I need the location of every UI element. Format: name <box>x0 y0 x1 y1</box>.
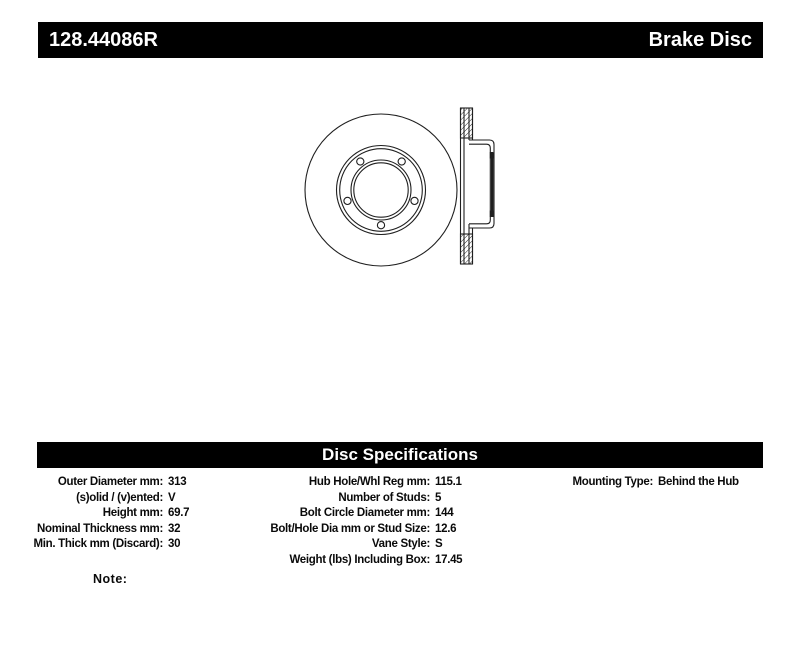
spec-section-title: Disc Specifications <box>322 445 478 464</box>
spec-value: Behind the Hub <box>658 476 739 488</box>
spec-column-2 <box>270 475 462 569</box>
stud-hole <box>411 197 418 204</box>
spec-row <box>270 522 462 538</box>
spec-value: 69.7 <box>168 507 190 520</box>
spec-label: Mounting Type: <box>572 476 653 488</box>
spec-row <box>270 475 462 491</box>
spec-label: Number of Studs: <box>338 491 430 504</box>
spec-column-3 <box>520 475 739 491</box>
spec-row <box>270 506 462 522</box>
spec-value: V <box>168 491 176 504</box>
spec-label: Height mm: <box>102 507 163 520</box>
side-cross-section <box>461 108 495 264</box>
front-view <box>305 114 457 266</box>
outer-diameter-circle <box>305 114 457 266</box>
register-step-top <box>490 152 494 159</box>
spec-value: 115.1 <box>435 476 462 488</box>
product-name: Brake Disc <box>648 28 752 51</box>
hub-hole-circle-inner <box>354 163 408 217</box>
spec-row <box>520 475 739 491</box>
spec-column-1 <box>20 475 189 553</box>
hat-profile-inner <box>469 144 490 224</box>
spec-value: 144 <box>435 507 454 520</box>
stud-hole <box>357 158 364 165</box>
spec-value: 32 <box>168 522 181 535</box>
stud-hole <box>344 197 351 204</box>
note-label: Note: <box>93 572 128 586</box>
spec-label: Nominal Thickness mm: <box>37 522 163 535</box>
register-step-bottom <box>490 211 494 218</box>
spec-label: Weight (lbs) Including Box: <box>289 553 430 566</box>
spec-value: 30 <box>168 538 181 551</box>
spec-row <box>270 491 462 507</box>
spec-label: Outer Diameter mm: <box>57 476 163 488</box>
stud-hole <box>377 222 384 229</box>
friction-ring-hatch-bottom <box>461 234 473 264</box>
spec-row <box>20 537 189 553</box>
spec-row <box>20 491 189 507</box>
spec-label: Vane Style: <box>371 538 430 551</box>
spec-label: (s)olid / (v)ented: <box>76 491 163 504</box>
spec-value: 17.45 <box>435 553 463 566</box>
spec-row <box>20 522 189 538</box>
hub-hole-circle-outer <box>351 160 411 220</box>
spec-value: S <box>435 538 443 551</box>
brake-disc-technical-drawing <box>280 95 510 280</box>
spec-value: 313 <box>168 476 187 488</box>
spec-row <box>20 475 189 491</box>
spec-label: Bolt Circle Diameter mm: <box>299 507 430 520</box>
part-number: 128.44086R <box>49 28 158 51</box>
spec-label: Bolt/Hole Dia mm or Stud Size: <box>270 522 430 535</box>
hat-flange-circle-inner <box>340 149 423 232</box>
spec-label: Hub Hole/Whl Reg mm: <box>308 476 430 488</box>
spec-value: 12.6 <box>435 522 457 535</box>
stud-hole <box>398 158 405 165</box>
friction-ring-hatch-top <box>461 108 473 138</box>
spec-label: Min. Thick mm (Discard): <box>33 538 163 551</box>
spec-row <box>270 537 462 553</box>
spec-row <box>20 506 189 522</box>
spec-value: 5 <box>435 491 442 504</box>
spec-section-bar <box>37 442 763 468</box>
header-bar <box>38 22 763 58</box>
spec-row <box>270 553 462 569</box>
